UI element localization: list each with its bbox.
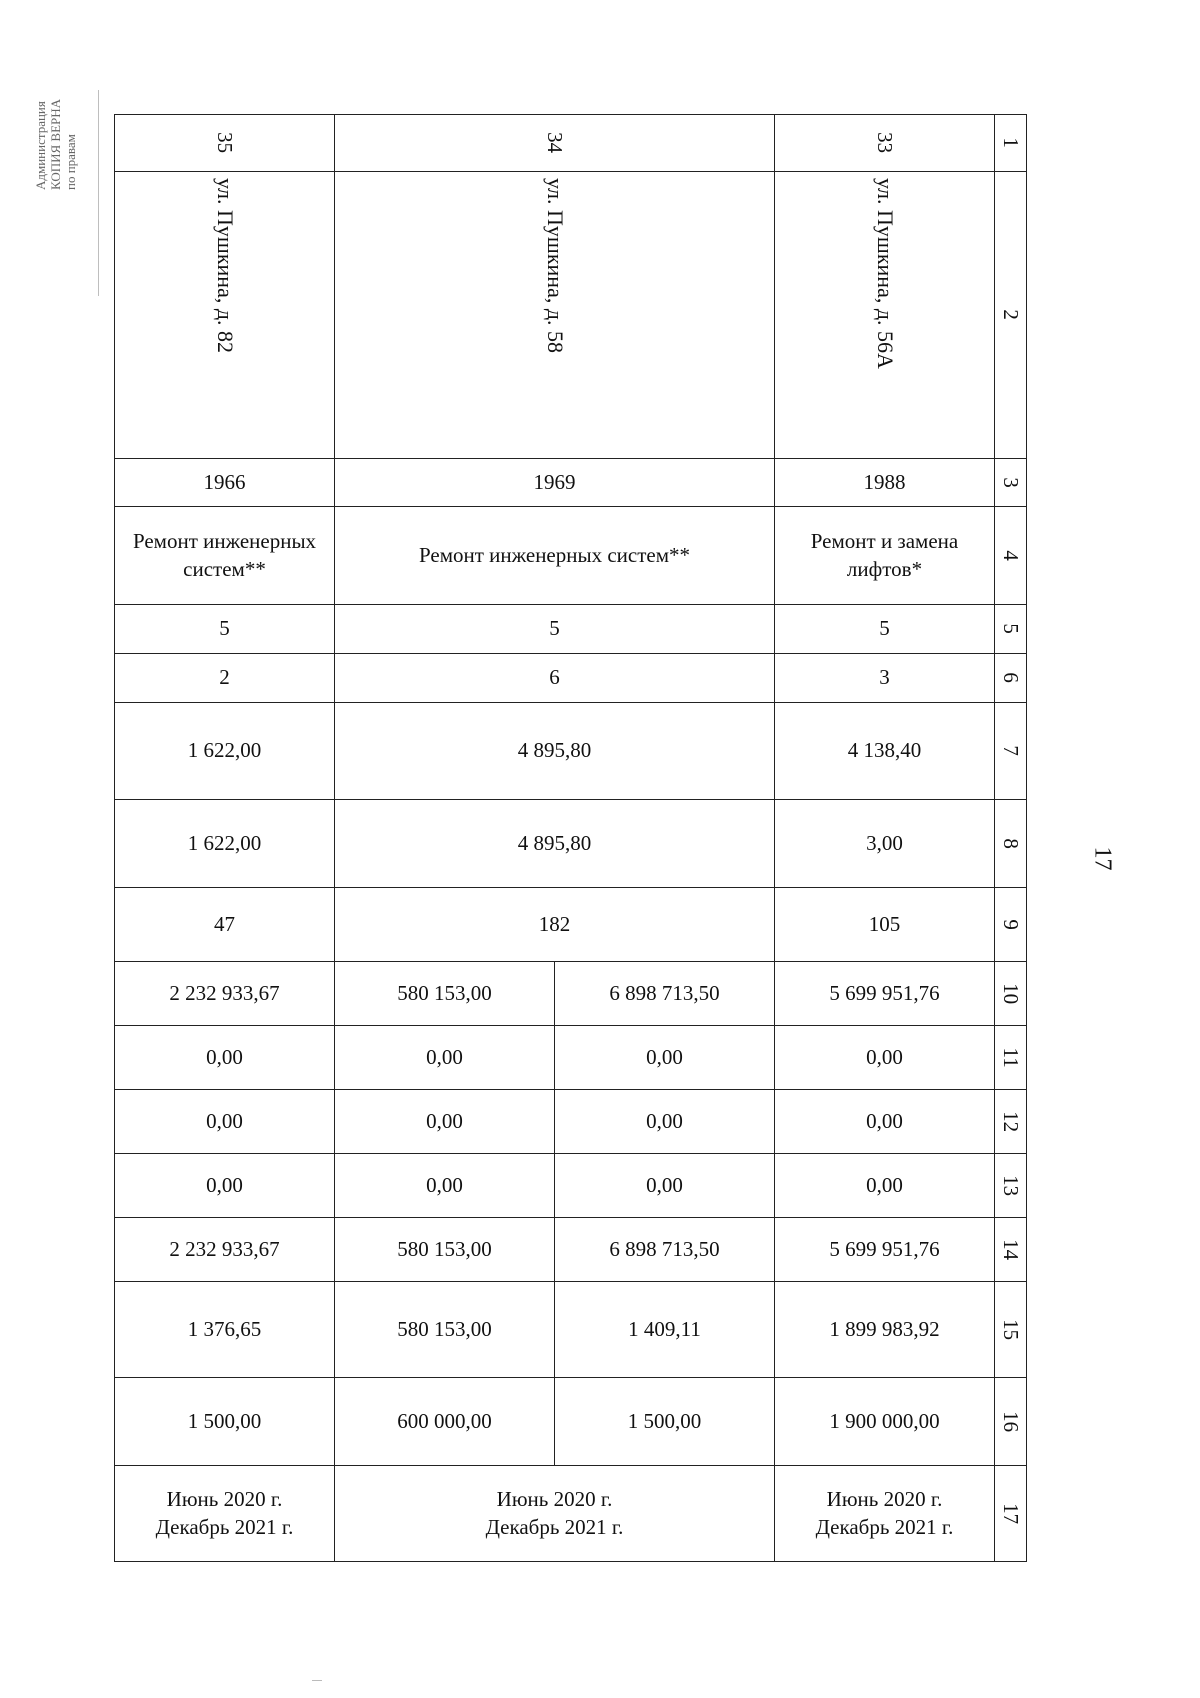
row-number: 13 xyxy=(995,1154,1027,1218)
year-cell: 1966 xyxy=(115,459,335,507)
repair-schedule-table xyxy=(114,114,1027,1562)
house-number-cell: 34 xyxy=(335,115,775,172)
area-total-cell: 1 622,00 xyxy=(115,703,335,800)
row-number: 8 xyxy=(995,800,1027,888)
address-cell: ул. Пушкина, д. 56А xyxy=(775,172,995,459)
entrances-cell: 6 xyxy=(335,654,775,703)
work-type-cell: Ремонт и замена лифтов* xyxy=(775,507,995,605)
row-number: 6 xyxy=(995,654,1027,703)
owners-funds-cell: 580 153,00 xyxy=(335,1218,555,1282)
period-cell: Июнь 2020 г. Декабрь 2021 г. xyxy=(115,1466,335,1562)
table-row xyxy=(115,459,1027,507)
unit-limit-cell: 600 000,00 xyxy=(335,1378,555,1466)
fund-b-cell: 0,00 xyxy=(555,1090,775,1154)
entrances-cell: 3 xyxy=(775,654,995,703)
unit-cost-cell: 1 376,65 xyxy=(115,1282,335,1378)
floors-cell: 5 xyxy=(115,605,335,654)
row-number: 17 xyxy=(995,1466,1027,1562)
area-living-cell: 1 622,00 xyxy=(115,800,335,888)
fund-a-cell: 0,00 xyxy=(775,1026,995,1090)
unit-limit-cell: 1 500,00 xyxy=(555,1378,775,1466)
area-living-cell: 4 895,80 xyxy=(335,800,775,888)
row-number: 3 xyxy=(995,459,1027,507)
row-number: 12 xyxy=(995,1090,1027,1154)
entrances-cell: 2 xyxy=(115,654,335,703)
house-number-cell: 33 xyxy=(775,115,995,172)
row-number: 16 xyxy=(995,1378,1027,1466)
residents-cell: 47 xyxy=(115,888,335,962)
table-row xyxy=(115,962,1027,1026)
table-row xyxy=(115,507,1027,605)
table-row xyxy=(115,1154,1027,1218)
floors-cell: 5 xyxy=(775,605,995,654)
unit-cost-cell: 1 899 983,92 xyxy=(775,1282,995,1378)
unit-cost-cell: 1 409,11 xyxy=(555,1282,775,1378)
residents-cell: 182 xyxy=(335,888,775,962)
period-cell: Июнь 2020 г. Декабрь 2021 г. xyxy=(775,1466,995,1562)
row-number: 11 xyxy=(995,1026,1027,1090)
fund-c-cell: 0,00 xyxy=(555,1154,775,1218)
period-cell: Июнь 2020 г. Декабрь 2021 г. xyxy=(335,1466,775,1562)
row-number: 15 xyxy=(995,1282,1027,1378)
fund-c-cell: 0,00 xyxy=(115,1154,335,1218)
fund-b-cell: 0,00 xyxy=(335,1090,555,1154)
row-number: 4 xyxy=(995,507,1027,605)
fund-b-cell: 0,00 xyxy=(775,1090,995,1154)
scan-artifact xyxy=(312,1680,322,1681)
table-row xyxy=(115,888,1027,962)
row-number: 9 xyxy=(995,888,1027,962)
unit-limit-cell: 1 500,00 xyxy=(115,1378,335,1466)
row-number: 5 xyxy=(995,605,1027,654)
year-cell: 1988 xyxy=(775,459,995,507)
page-number: 17 xyxy=(1089,846,1116,871)
fund-c-cell: 0,00 xyxy=(335,1154,555,1218)
cost-total-cell: 2 232 933,67 xyxy=(115,962,335,1026)
table-row xyxy=(115,1378,1027,1466)
table-row xyxy=(115,1026,1027,1090)
floors-cell: 5 xyxy=(335,605,775,654)
table-row xyxy=(115,172,1027,459)
table-row xyxy=(115,1466,1027,1562)
owners-funds-cell: 2 232 933,67 xyxy=(115,1218,335,1282)
table-row xyxy=(115,654,1027,703)
fund-c-cell: 0,00 xyxy=(775,1154,995,1218)
stamp-text: Администрация КОПИЯ ВЕРНА по правам xyxy=(33,98,78,190)
table-row xyxy=(115,800,1027,888)
year-cell: 1969 xyxy=(335,459,775,507)
table-row xyxy=(115,605,1027,654)
area-living-cell: 3,00 xyxy=(775,800,995,888)
row-number: 7 xyxy=(995,703,1027,800)
address-cell: ул. Пушкина, д. 82 xyxy=(115,172,335,459)
table-row xyxy=(115,115,1027,172)
owners-funds-cell: 6 898 713,50 xyxy=(555,1218,775,1282)
fund-a-cell: 0,00 xyxy=(335,1026,555,1090)
row-number: 10 xyxy=(995,962,1027,1026)
unit-cost-cell: 580 153,00 xyxy=(335,1282,555,1378)
cost-total-cell: 6 898 713,50 xyxy=(555,962,775,1026)
owners-funds-cell: 5 699 951,76 xyxy=(775,1218,995,1282)
fund-a-cell: 0,00 xyxy=(115,1026,335,1090)
area-total-cell: 4 895,80 xyxy=(335,703,775,800)
row-number: 14 xyxy=(995,1218,1027,1282)
work-type-cell: Ремонт инженерных систем** xyxy=(115,507,335,605)
row-number: 1 xyxy=(995,115,1027,172)
house-number-cell: 35 xyxy=(115,115,335,172)
fund-a-cell: 0,00 xyxy=(555,1026,775,1090)
area-total-cell: 4 138,40 xyxy=(775,703,995,800)
address-cell: ул. Пушкина, д. 58 xyxy=(335,172,775,459)
row-number: 2 xyxy=(995,172,1027,459)
table-row xyxy=(115,1218,1027,1282)
cost-total-cell: 5 699 951,76 xyxy=(775,962,995,1026)
cost-total-cell: 580 153,00 xyxy=(335,962,555,1026)
table-row xyxy=(115,1090,1027,1154)
table-row xyxy=(115,1282,1027,1378)
fund-b-cell: 0,00 xyxy=(115,1090,335,1154)
unit-limit-cell: 1 900 000,00 xyxy=(775,1378,995,1466)
residents-cell: 105 xyxy=(775,888,995,962)
work-type-cell: Ремонт инженерных систем** xyxy=(335,507,775,605)
table-row xyxy=(115,703,1027,800)
